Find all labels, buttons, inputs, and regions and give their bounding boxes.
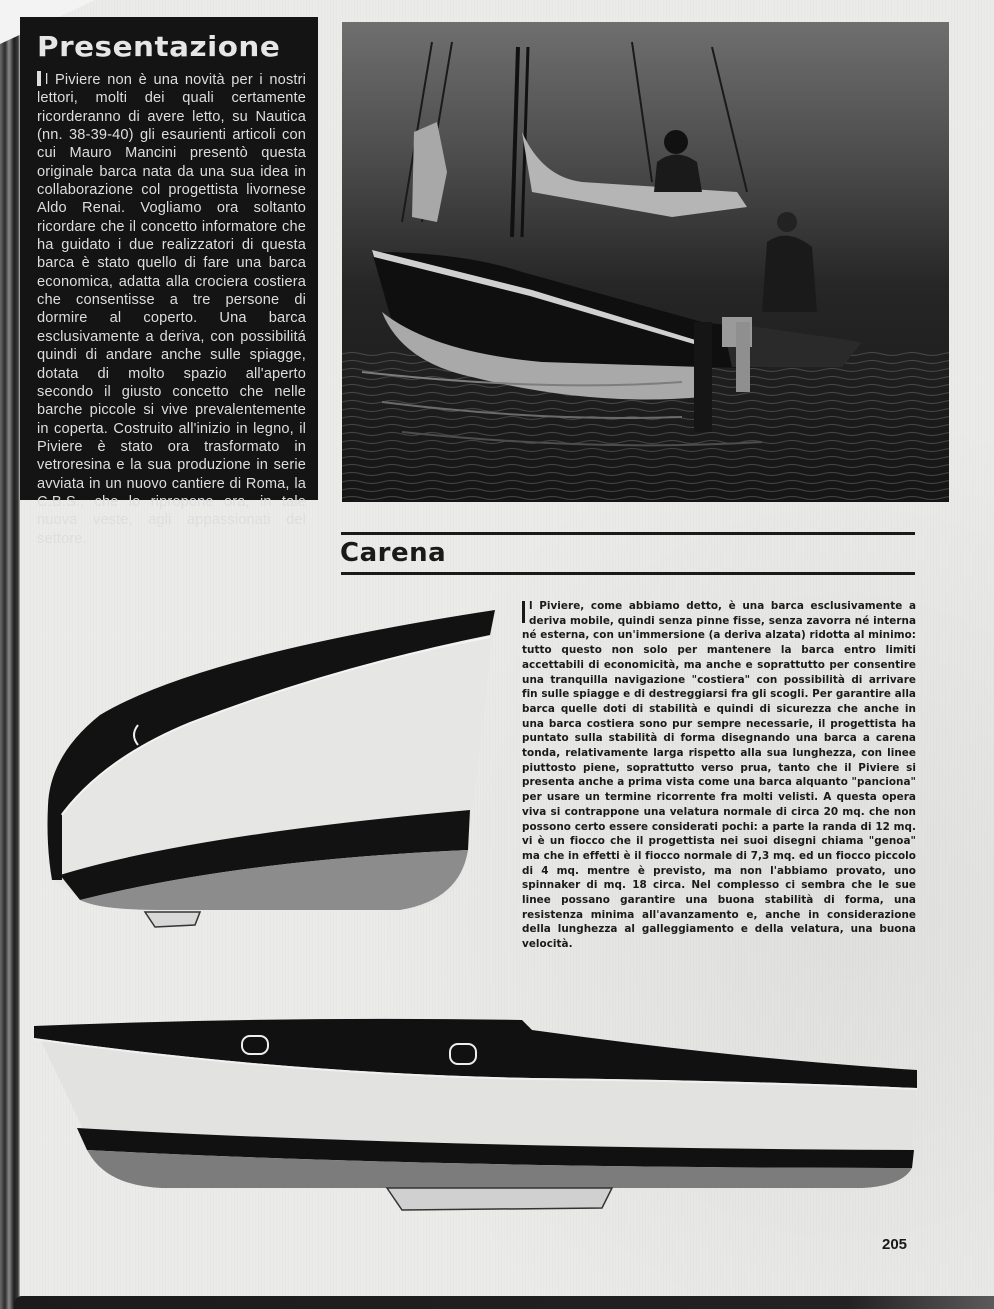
section-initial (522, 601, 525, 623)
hull-bow-view-illustration (40, 605, 500, 935)
section-rule-bottom (341, 572, 915, 575)
sailboat-photo (342, 22, 949, 502)
section-rule-top (341, 532, 915, 535)
hull-side-view-illustration (32, 1018, 922, 1218)
intro-box (20, 17, 318, 547)
section-title: Carena (340, 538, 447, 568)
page-number: 205 (882, 1236, 908, 1253)
binding-edge (0, 0, 20, 1309)
page-bottom-edge (14, 1296, 994, 1309)
intro-title: Presentazione (37, 30, 281, 63)
section-body-text (522, 599, 916, 952)
section-body: l Piviere, come abbiamo detto, è una barca esclusivamente a deriva mobile, quindi senza pinne fisse, senza zavorra né interna né esterna, con un'immersione (a deriva alzata) ridotta al minimo: tutto questo non solo per mantenere la barca entro limiti accettabili di economicità, ma anche e soprattutto per consentire una tranquilla navigazione "costiera" con possibilità di arrivare fin sulle spiagge e di destreggiarsi fra gli scogli. Per garantire alla barca quelle doti di stabilità e quindi di sicurezza che anche in una barca costiera sono pur sempre necessarie, il progettista ha puntato sulla stabilità di forma disegnando una barca a carena tonda, relativamente larga rispetto alla sua lunghezza, con linee piuttosto piene, soprattutto verso prua, tanto che il Piviere si presenta anche a prima vista come una barca alquanto "panciona" per usare un termine ricorrente fra molti velisti. A questa opera viva si contrappone una velatura normale di circa 20 mq. che non possono certo essere considerati pochi: a parte la randa di 12 mq. vi è un fiocco che il progettista nei suoi disegni chiama "genoa" ma che in effetti è il fiocco normale di 7,3 mq. ed un fiocco piccolo di 4 mq. mentre è previsto, ma non l'abbiamo provato, uno spinnaker di mq. 18 circa. Nel complesso ci sembra che le sue linee possano garantire una buona stabilità di forma, una resistenza minima all'avanzamento e, anche in considerazione della lunghezza al galleggiamento e della velatura, una buona velocità. (522, 600, 916, 951)
intro-text (37, 71, 306, 548)
intro-initial (37, 71, 41, 86)
intro-body: l Piviere non è una novità per i nostri lettori, molti dei quali certamente ricorderanno di avere letto, su Nautica (nn. 38-39-40) gli esaurienti articoli con cui Mauro Mancini presentò questa originale barca nata da una sua idea in collaborazione col progettista livornese Aldo Renai. Vogliamo ora soltanto ricordare che il concetto informatore che ha guidato i due realizzatori di questa barca è stato quello di fare una barca economica, adatta alla crociera costiera che consentisse a tre persone di dormire al coperto. Una barca esclusivamente a deriva, con possibilitá quindi di andare anche sulle spiagge, dotata di molto spazio all'aperto secondo il giusto concetto che nelle barche piccole si vive prevalentemente in coperta. Costruito all'inizio in legno, il Piviere è stato ora trasformato in vetroresina e la sua produzione in serie avviata in un nuovo cantiere di Roma, la C.B.S., che lo ripropone ora, in tale nuova veste, agli appassionati del settore. (37, 72, 306, 547)
